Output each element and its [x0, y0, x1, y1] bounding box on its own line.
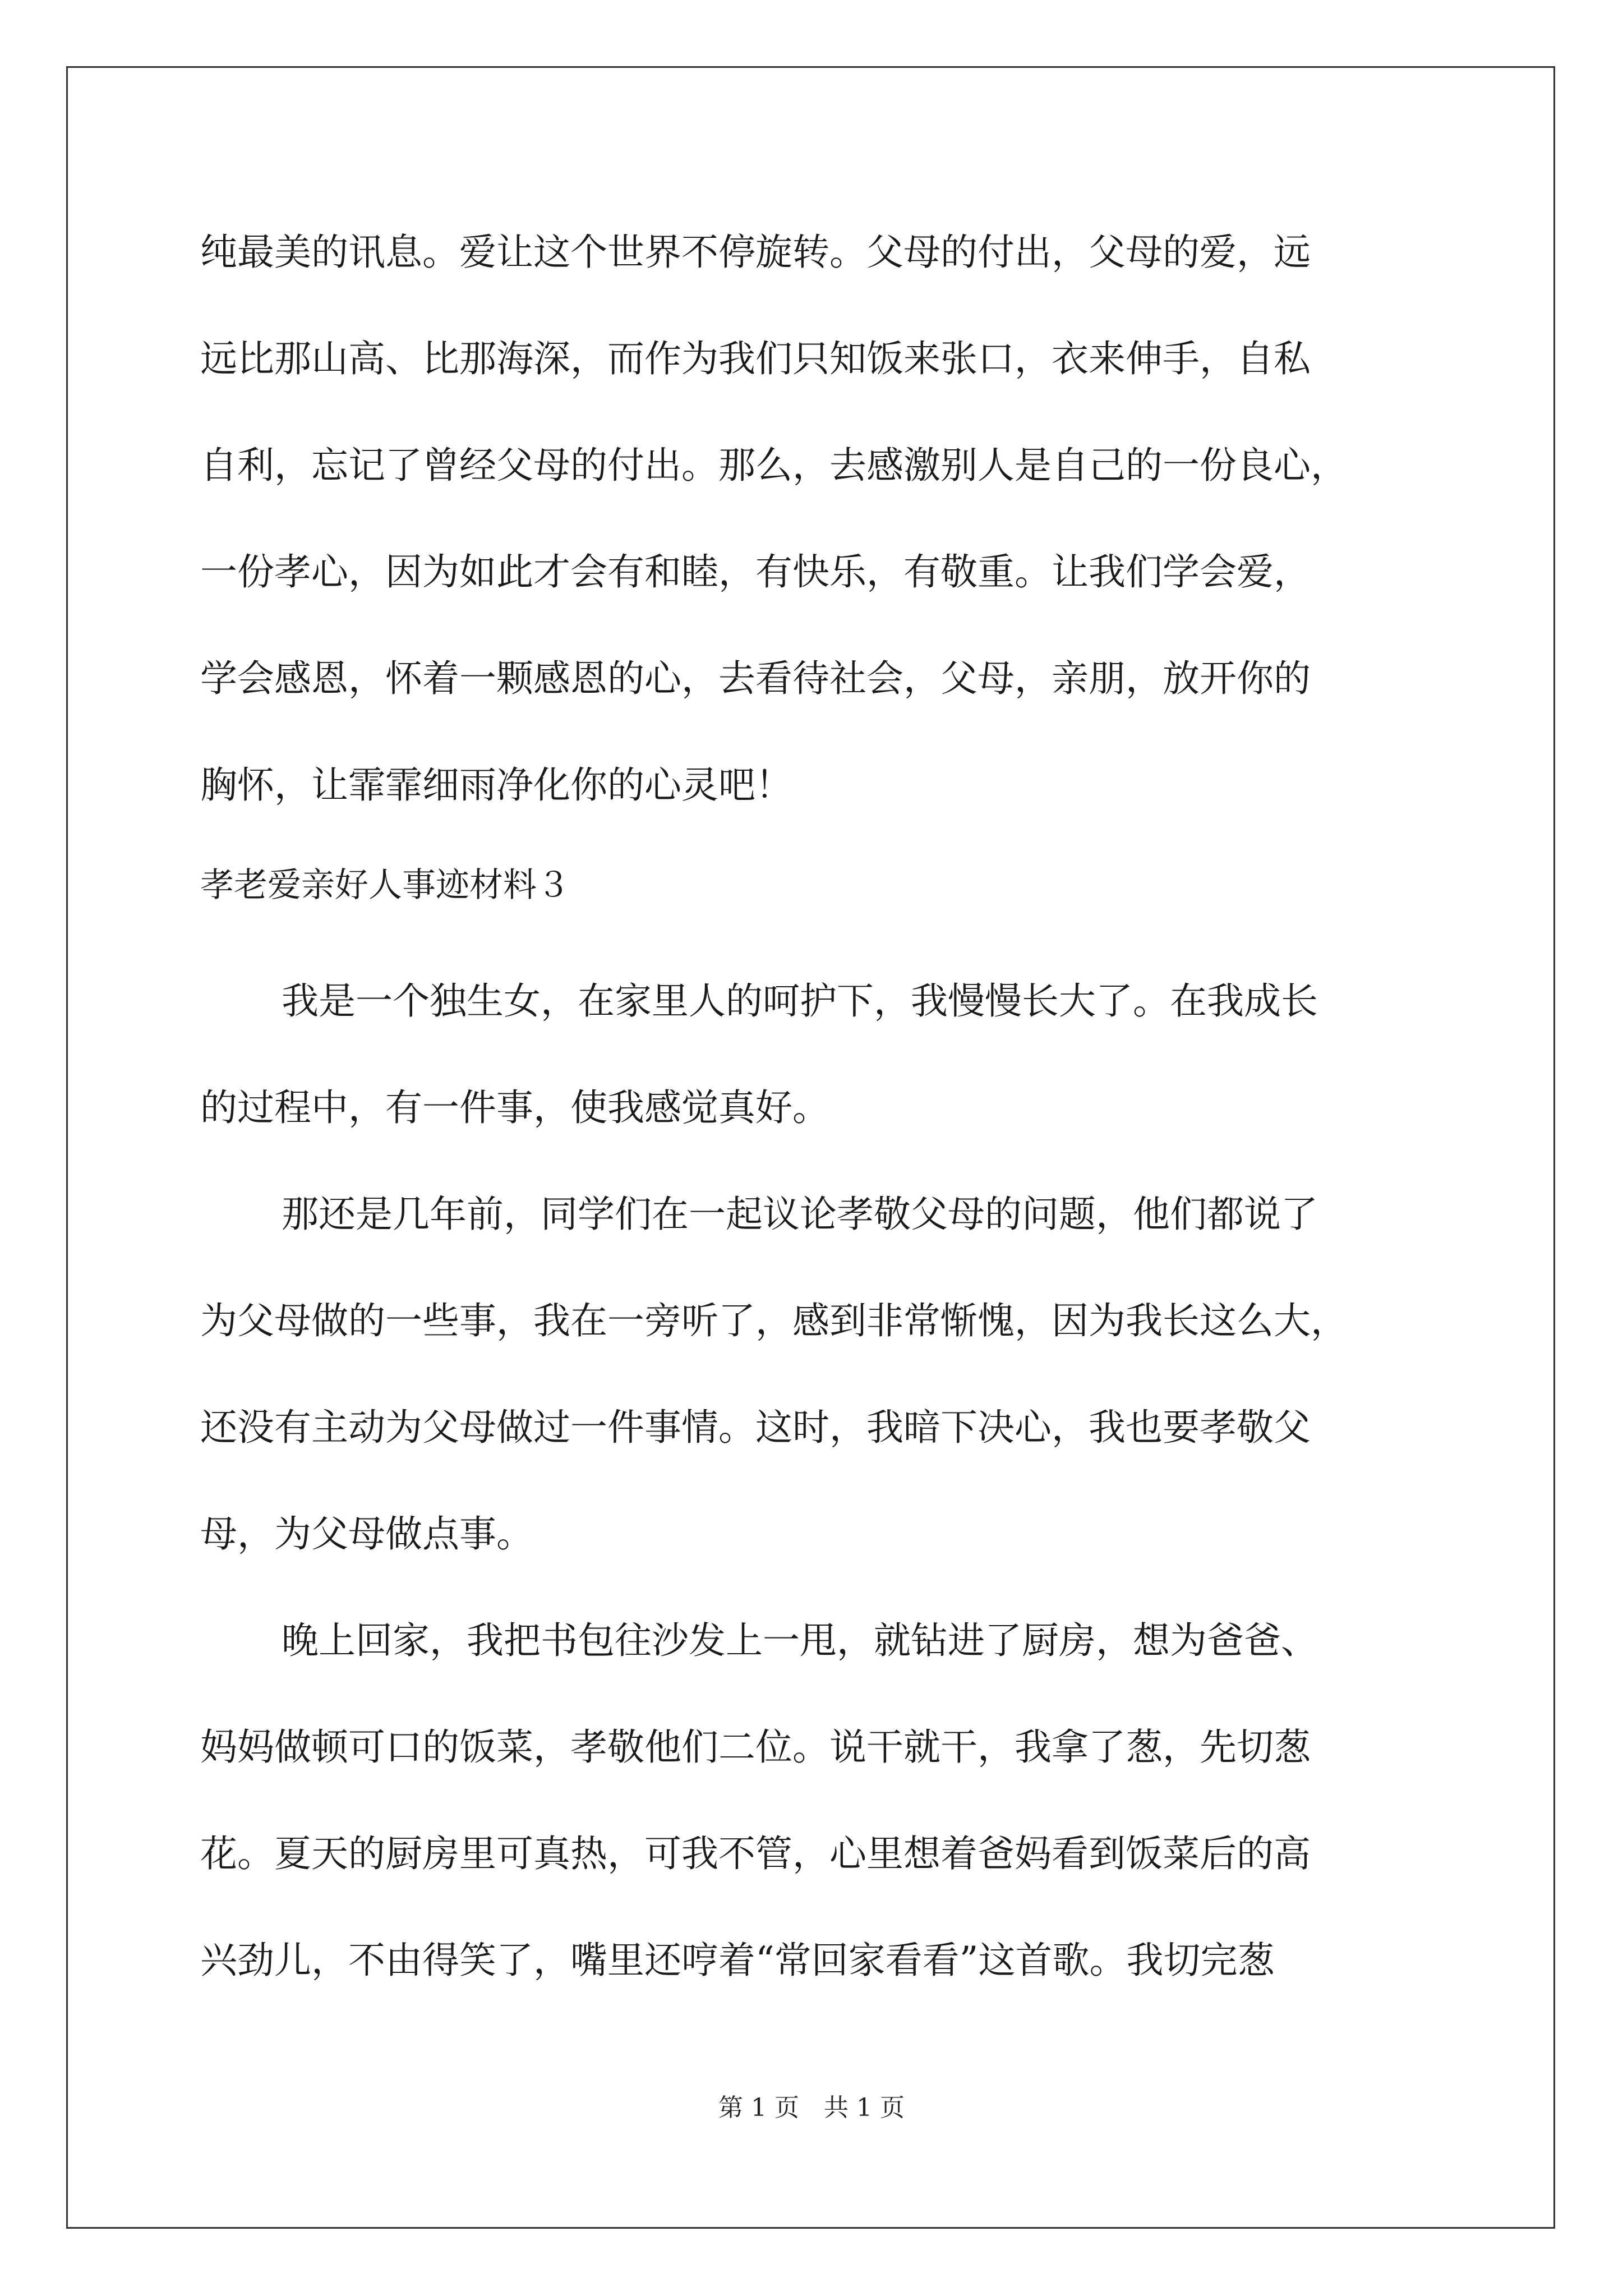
- page-footer: 第 1 页 共 1 页: [718, 2093, 905, 2122]
- text-line: 纯最美的讯息。爱让这个世界不停旋转。父母的付出，父母的爱，远: [200, 231, 1311, 274]
- text-line: 晚上回家，我把书包往沙发上一甩，就钻进了厨房，想为爸爸、: [282, 1619, 1318, 1662]
- text-line: 远比那山高、比那海深，而作为我们只知饭来张口，衣来伸手，自私: [200, 337, 1311, 380]
- text-line: 我是一个独生女，在家里人的呵护下，我慢慢长大了。在我成长: [282, 979, 1318, 1023]
- text-line: 胸怀，让霏霏细雨净化你的心灵吧！: [200, 763, 792, 807]
- text-line: 还没有主动为父母做过一件事情。这时，我暗下决心，我也要孝敬父: [200, 1406, 1311, 1449]
- page-border: [66, 66, 1555, 2229]
- text-line: 花。夏天的厨房里可真热，可我不管，心里想着爸妈看到饭菜后的高: [200, 1832, 1311, 1875]
- text-line: 为父母做的一些事，我在一旁听了，感到非常惭愧，因为我长这么大，: [200, 1299, 1348, 1342]
- text-line: 妈妈做顿可口的饭菜，孝敬他们二位。说干就干，我拿了葱，先切葱: [200, 1726, 1311, 1769]
- text-line: 母，为父母做点事。: [200, 1512, 533, 1556]
- text-line: 的过程中，有一件事，使我感觉真好。: [200, 1086, 829, 1129]
- text-line: 自利，忘记了曾经父母的付出。那么，去感激别人是自己的一份良心，: [200, 444, 1348, 487]
- section-heading: 孝老爱亲好人事迹材料３: [200, 866, 570, 905]
- text-line: 学会感恩，怀着一颗感恩的心，去看待社会，父母，亲朋，放开你的: [200, 657, 1311, 700]
- text-line: 那还是几年前，同学们在一起议论孝敬父母的问题，他们都说了: [282, 1193, 1318, 1236]
- text-line: 兴劲儿，不由得笑了，嘴里还哼着“常回家看看”这首歌。我切完葱: [200, 1939, 1275, 1982]
- text-line: 一份孝心，因为如此才会有和睦，有快乐，有敬重。让我们学会爱，: [200, 550, 1311, 593]
